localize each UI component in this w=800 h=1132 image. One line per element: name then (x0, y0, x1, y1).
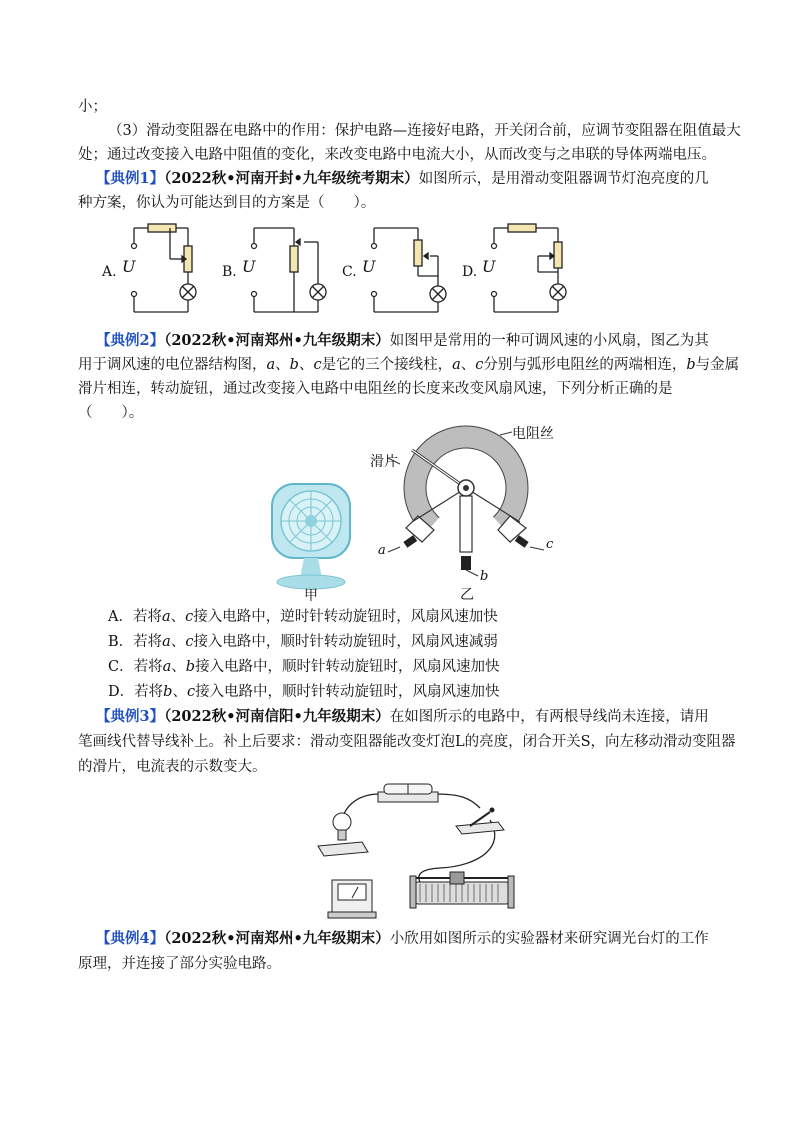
example-tag: 【典例2】 (96, 332, 165, 349)
fan-figure (268, 482, 354, 602)
terminal-c-label: c (546, 537, 554, 552)
text-segment: 、 (298, 357, 314, 373)
voltage-label: U (482, 257, 496, 276)
circuit-b (254, 228, 326, 312)
example-text: 在如图所示的电路中，有两根导线尚未连接，请用 (389, 709, 709, 725)
ammeter (328, 880, 376, 918)
text-segment: 是它的三个接线柱， (321, 357, 453, 373)
example-source: （2022秋•河南开封•九年级统考期末） (164, 170, 419, 187)
voltage-label: U (122, 257, 136, 276)
text-segment: 分别与弧形电阻丝的两端相连， (483, 357, 687, 373)
intro-line: 小； (78, 99, 107, 115)
terminal-a: a (266, 357, 276, 373)
option-letter: B． (108, 634, 134, 650)
text-segment: 若将 (132, 609, 162, 625)
circuit-a (134, 224, 196, 312)
switch (456, 808, 504, 835)
example-2-heading (96, 330, 709, 352)
option-letter: B. (222, 264, 237, 280)
terminal-c: c (475, 357, 484, 373)
terminal-b-label: b (480, 569, 489, 584)
example-4-heading (96, 928, 709, 950)
text-segment: 接入电路中，顺时针转动旋钮时，风扇风速加快 (195, 659, 500, 675)
example-1-heading (96, 168, 709, 190)
text-segment: 、 (275, 357, 290, 373)
terminal-a-label: a (378, 543, 386, 558)
text-segment: 、 (170, 634, 186, 650)
example-3-heading (96, 706, 709, 728)
example-text: 如图所示，是用滑动变阻器调节灯泡亮度的几 (418, 171, 709, 187)
example-text-line (78, 354, 739, 376)
example-tag: 【典例1】 (96, 170, 165, 187)
example-tag: 【典例4】 (96, 930, 165, 947)
circuit-d (494, 224, 566, 312)
circuit-c (374, 228, 446, 312)
terminal-a: a (452, 357, 461, 373)
label-slider: 滑片 (370, 454, 398, 470)
text-segment: 接入电路中，顺时针转动旋钮时，风扇风速减弱 (193, 634, 498, 650)
circuit-apparatus-figure (310, 776, 530, 926)
text-segment: 若将 (133, 659, 163, 675)
option-letter: A. (102, 264, 117, 280)
potentiometer-figure (360, 420, 580, 602)
figure-label-jia: 甲 (304, 588, 318, 602)
text-segment: 接入电路中，顺时针转动旋钮时，风扇风速加快 (195, 684, 500, 700)
figure-label-yi: 乙 (460, 587, 474, 602)
option-d (108, 681, 500, 703)
terminal-label: c (185, 634, 194, 650)
option-letter: C． (108, 659, 134, 675)
example-source: （2022秋•河南郑州•九年级期末） (164, 930, 390, 947)
terminal-label: b (163, 684, 173, 700)
terminal-label: b (185, 659, 196, 675)
example-text: 种方案，你认为可能达到目的方案是（ ）。 (78, 195, 376, 211)
terminal-label: a (162, 659, 172, 675)
terminal-label: c (186, 684, 196, 700)
example-source: （2022秋•河南信阳•九年级期末） (164, 708, 390, 725)
text-segment: 若将 (133, 634, 163, 650)
terminal-b: b (289, 357, 299, 373)
text-segment: 、 (172, 684, 187, 700)
wire (436, 794, 480, 808)
text-segment: 、 (460, 357, 476, 373)
option-letter: D． (108, 684, 135, 700)
example-source: （2022秋•河南郑州•九年级期末） (164, 332, 390, 349)
option-a (108, 606, 498, 628)
example-tag: 【典例3】 (96, 708, 165, 725)
text-segment: 接入电路中，逆时针转动旋钮时，风扇风速加快 (193, 609, 498, 625)
rheostat (410, 872, 514, 908)
option-letter: A． (108, 609, 133, 625)
terminal-label: a (162, 634, 171, 650)
intro-line: （3）滑动变阻器在电路中的作用：保护电路—连接好电路，开关闭合前，应调节变阻器在阻值最大 (108, 123, 741, 139)
example-text: 滑片相连，转动旋钮，通过改变接入电路中电阻丝的长度来改变风扇风速，下列分析正确的是 (78, 381, 673, 397)
terminal-label: a (161, 609, 171, 625)
voltage-label: U (242, 257, 256, 276)
text-segment: 若将 (134, 684, 164, 700)
example-text: 的滑片，电流表的示数变大。 (78, 759, 267, 775)
text-segment: 用于调风速的电位器结构图， (78, 357, 267, 373)
example-text: （ ）。 (78, 405, 144, 421)
terminal-label: c (185, 609, 194, 625)
intro-line: 处；通过改变接入电路中阻值的变化，来改变电路中电流大小，从而改变与之串联的导体两端电压。 (78, 147, 716, 163)
text-segment: 、 (171, 659, 186, 675)
terminal-b: b (686, 357, 696, 373)
label-resistance-wire: 电阻丝 (512, 426, 554, 442)
text-segment: 、 (170, 609, 186, 625)
example-text: 如图甲是常用的一种可调风速的小风扇，图乙为其 (389, 333, 709, 349)
option-letter: C. (342, 264, 357, 280)
example-text: 笔画线代替导线补上。补上后要求：滑动变阻器能改变灯泡L的亮度，闭合开关S，向左移动滑动变阻器 (78, 734, 736, 750)
example-text: 小欣用如图所示的实验器材来研究调光台灯的工作 (389, 931, 709, 947)
text-segment: 与金属 (695, 357, 740, 373)
terminal-c: c (313, 357, 322, 373)
circuit-options-figure (98, 216, 568, 326)
option-letter: D. (462, 264, 478, 280)
option-b (108, 631, 498, 653)
option-c (108, 656, 500, 678)
example-text: 原理，并连接了部分实验电路。 (78, 956, 281, 972)
voltage-label: U (362, 257, 376, 276)
lamp (318, 813, 368, 856)
battery (378, 784, 438, 802)
